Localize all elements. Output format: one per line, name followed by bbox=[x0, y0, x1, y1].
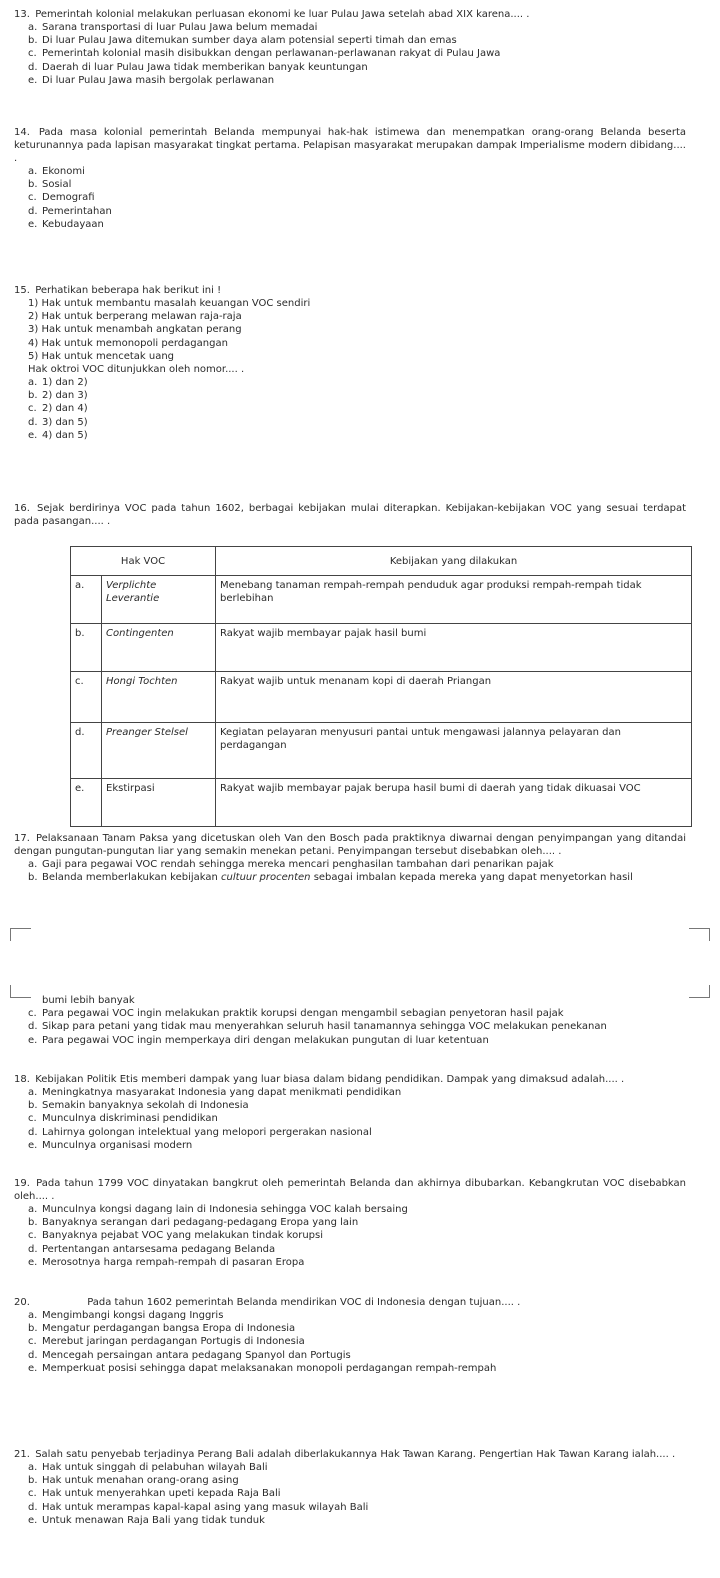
option-item: c. Munculnya diskriminasi pendidikan bbox=[28, 1113, 218, 1125]
option-continuation: bumi lebih banyak bbox=[42, 995, 135, 1006]
question-15 bbox=[14, 284, 686, 442]
statement-item: 5) Hak untuk mencetak uang bbox=[28, 350, 175, 362]
policy-table bbox=[70, 546, 692, 827]
question-20 bbox=[14, 1296, 686, 1375]
statement-item: 3) Hak untuk menambah angkatan perang bbox=[28, 324, 242, 336]
question-number: 16. bbox=[14, 503, 30, 514]
question-19 bbox=[14, 1177, 686, 1269]
table-header-hak: Hak VOC bbox=[71, 547, 216, 576]
option-item: a. Sarana transportasi di luar Pulau Jawa belum memadai bbox=[28, 22, 318, 33]
option-item: b. Di luar Pulau Jawa ditemukan sumber daya alam potensial seperti timah dan emas bbox=[28, 35, 457, 47]
question-stem: 21. Salah satu penyebab terjadinya Perang Bali adalah diberlakukannya Hak Tawan Karang. Pengertian Hak Tawan Karang ialah.... . bbox=[14, 1449, 676, 1460]
option-list bbox=[28, 1086, 686, 1152]
option-item: c. Para pegawai VOC ingin melakukan praktik korupsi dengan mengambil sebagian penyetoran hasil pajak bbox=[28, 1008, 564, 1020]
question-number: 14. bbox=[14, 127, 30, 138]
option-item: e. Munculnya organisasi modern bbox=[28, 1139, 193, 1151]
option-item: e. Merosotnya harga rempah-rempah di pasaran Eropa bbox=[28, 1256, 305, 1268]
option-item: a. 1) dan 2) bbox=[28, 377, 88, 389]
option-item: e. Kebudayaan bbox=[28, 218, 104, 230]
statement-item: 2) Hak untuk berperang melawan raja-raja bbox=[28, 311, 242, 323]
table-row: c. Hongi Tochten Rakyat wajib untuk menanam kopi di daerah Priangan bbox=[71, 672, 692, 723]
question-stem: 17. Pelaksanaan Tanam Paksa yang dicetuskan oleh Van den Bosch pada praktiknya diwarnai dengan penyimpangan yang ditandai dengan pungutan-pungutan liar yang semakin menekan petani. Penyimpangan tersebut disebabkan oleh.... . bbox=[14, 833, 686, 857]
option-item: a. Mengimbangi kongsi dagang Inggris bbox=[28, 1310, 224, 1321]
option-list bbox=[28, 858, 686, 884]
question-stem: 14. Pada masa kolonial pemerintah Belanda mempunyai hak-hak istimewa dan menempatkan orang-orang Belanda beserta keturunannya pada lapisan masyarakat tingkat pertama. Pelapisan masyarakat merupakan dampak Imperialisme modern dibidang.... . bbox=[14, 127, 686, 164]
question-stem: 13. Pemerintah kolonial melakukan perluasan ekonomi ke luar Pulau Jawa setelah abad XIX karena.... . bbox=[14, 9, 530, 20]
option-item: a. Gaji para pegawai VOC rendah sehingga mereka mencari penghasilan tambahan dari penarikan pajak bbox=[28, 859, 554, 870]
question-number: 18. bbox=[14, 1074, 30, 1085]
option-list bbox=[28, 1203, 686, 1269]
option-item: d. Mencegah persaingan antara pedagang Spanyol dan Portugis bbox=[28, 1349, 351, 1361]
question-14 bbox=[14, 126, 686, 231]
table-row: a. Verplichte Leverantie Menebang tanaman rempah-rempah penduduk agar produksi rempah-rempah tidak berlebihan bbox=[71, 576, 692, 624]
option-item: e. Memperkuat posisi sehingga dapat melaksanakan monopoli perdagangan rempah-rempah bbox=[28, 1362, 497, 1374]
option-item: b. Hak untuk menahan orang-orang asing bbox=[28, 1475, 239, 1487]
question-21 bbox=[14, 1448, 686, 1527]
option-list bbox=[28, 21, 686, 87]
table-row: b. Contingenten Rakyat wajib membayar pajak hasil bumi bbox=[71, 624, 692, 672]
question-18 bbox=[14, 1073, 686, 1152]
option-list bbox=[28, 1309, 686, 1375]
option-item: d. 3) dan 5) bbox=[28, 416, 88, 428]
question-13 bbox=[14, 8, 686, 87]
question-number: 15. bbox=[14, 285, 30, 296]
option-item: c. Merebut jaringan perdagangan Portugis di Indonesia bbox=[28, 1336, 305, 1348]
question-16 bbox=[14, 502, 686, 528]
option-item: a. Munculnya kongsi dagang lain di Indonesia sehingga VOC kalah bersaing bbox=[28, 1204, 408, 1215]
option-item: c. Demografi bbox=[28, 192, 95, 204]
question-number: 19. bbox=[14, 1178, 30, 1189]
option-item: e. 4) dan 5) bbox=[28, 429, 88, 441]
table-row: e. Ekstirpasi Rakyat wajib membayar pajak berupa hasil bumi di daerah yang tidak dikuasai VOC bbox=[71, 779, 692, 827]
option-item: b. 2) dan 3) bbox=[28, 390, 88, 402]
question-number: 13. bbox=[14, 9, 30, 20]
question-stem: 18. Kebijakan Politik Etis memberi dampak yang luar biasa dalam bidang pendidikan. Dampak yang dimaksud adalah.... . bbox=[14, 1074, 625, 1085]
option-item: d. Sikap para petani yang tidak mau menyerahkan seluruh hasil tanamannya sehingga VOC melakukan penekanan bbox=[28, 1021, 607, 1033]
question-17 bbox=[14, 832, 686, 884]
option-item: c. 2) dan 4) bbox=[28, 403, 88, 415]
crop-mark bbox=[10, 928, 31, 941]
statement-item: 4) Hak untuk memonopoli perdagangan bbox=[28, 337, 228, 349]
table-header-kebijakan: Kebijakan yang dilakukan bbox=[216, 547, 692, 576]
question-prompt: Hak oktroi VOC ditunjukkan oleh nomor.... . bbox=[28, 364, 245, 376]
option-item: e. Para pegawai VOC ingin memperkaya diri dengan melakukan pungutan di luar ketentuan bbox=[28, 1034, 489, 1046]
option-item: d. Hak untuk merampas kapal-kapal asing yang masuk wilayah Bali bbox=[28, 1501, 369, 1513]
question-stem: 20. Pada tahun 1602 pemerintah Belanda mendirikan VOC di Indonesia dengan tujuan.... . bbox=[14, 1297, 521, 1308]
question-stem: 19. Pada tahun 1799 VOC dinyatakan bangkrut oleh pemerintah Belanda dan akhirnya dibubarkan. Kebangkrutan VOC disebabkan oleh.... . bbox=[14, 1178, 686, 1202]
table-row: d. Preanger Stelsel Kegiatan pelayaran menyusuri pantai untuk mengawasi jalannya pelayaran dan perdagangan bbox=[71, 723, 692, 779]
option-list bbox=[28, 165, 686, 231]
option-item: d. Daerah di luar Pulau Jawa tidak memberikan banyak keuntungan bbox=[28, 61, 368, 73]
option-item: e. Di luar Pulau Jawa masih bergolak perlawanan bbox=[28, 74, 275, 86]
table-header-row bbox=[71, 547, 692, 576]
option-item: b. Belanda memberlakukan kebijakan cultuur procenten sebagai imbalan kepada mereka yang dapat menyetorkan hasil bbox=[28, 872, 633, 884]
question-number: 17. bbox=[14, 833, 30, 844]
option-list bbox=[28, 1461, 686, 1527]
option-item: b. Semakin banyaknya sekolah di Indonesia bbox=[28, 1100, 249, 1112]
option-item: b. Sosial bbox=[28, 179, 72, 191]
question-number: 21. bbox=[14, 1449, 30, 1460]
option-item: a. Ekonomi bbox=[28, 166, 85, 177]
question-17-continued bbox=[14, 994, 686, 1047]
option-item: a. Hak untuk singgah di pelabuhan wilayah Bali bbox=[28, 1462, 268, 1473]
statement-item: 1) Hak untuk membantu masalah keuangan VOC sendiri bbox=[28, 298, 311, 309]
option-item: b. Mengatur perdagangan bangsa Eropa di Indonesia bbox=[28, 1323, 296, 1335]
option-item: c. Banyaknya pejabat VOC yang melakukan tindak korupsi bbox=[28, 1230, 324, 1242]
option-item: b. Banyaknya serangan dari pedagang-pedagang Eropa yang lain bbox=[28, 1217, 359, 1229]
statement-list bbox=[28, 297, 686, 363]
question-number: 20. bbox=[14, 1297, 30, 1308]
option-item: c. Pemerintah kolonial masih disibukkan dengan perlawanan-perlawanan rakyat di Pulau Jawa bbox=[28, 48, 501, 60]
option-item: e. Untuk menawan Raja Bali yang tidak tunduk bbox=[28, 1514, 265, 1526]
option-item: a. Meningkatnya masyarakat Indonesia yang dapat menikmati pendidikan bbox=[28, 1087, 402, 1098]
option-item: c. Hak untuk menyerahkan upeti kepada Raja Bali bbox=[28, 1488, 281, 1500]
option-item: d. Pemerintahan bbox=[28, 205, 112, 217]
crop-mark bbox=[689, 928, 710, 941]
option-item: d. Pertentangan antarsesama pedagang Belanda bbox=[28, 1243, 276, 1255]
option-list bbox=[28, 376, 686, 442]
crop-mark bbox=[689, 985, 710, 998]
option-list bbox=[28, 994, 686, 1047]
question-stem: 15. Perhatikan beberapa hak berikut ini ! bbox=[14, 285, 222, 296]
question-stem: 16. Sejak berdirinya VOC pada tahun 1602, berbagai kebijakan mulai diterapkan. Kebijakan-kebijakan VOC yang sesuai terdapat pada pasangan.... . bbox=[14, 503, 686, 527]
option-item: d. Lahirnya golongan intelektual yang melopori pergerakan nasional bbox=[28, 1126, 372, 1138]
